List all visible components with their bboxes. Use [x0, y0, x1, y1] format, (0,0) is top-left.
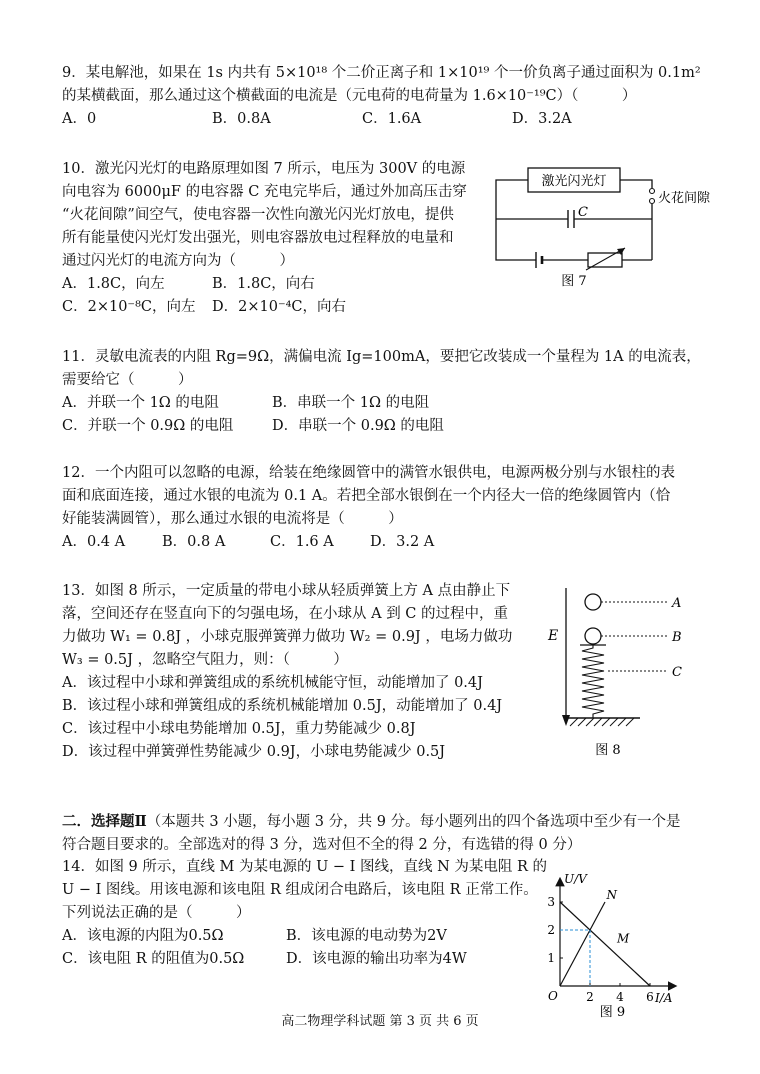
q14-stem-1: 14．如图 9 所示，直线 M 为某电源的 U − I 图线，直线 N 为某电阻 R 的 — [62, 859, 548, 875]
q9-option-b: B．0.8A — [212, 111, 271, 127]
spark-gap-label: 火花间隙 — [658, 191, 711, 206]
ball-at-a — [585, 594, 601, 610]
question-13 — [62, 580, 512, 764]
page-footer: 高二物理学科试题 第 3 页 共 6 页 — [281, 1014, 479, 1029]
q11-options-row2 — [62, 415, 701, 438]
q12-options — [62, 531, 675, 554]
x-tick-label-2: 2 — [586, 990, 594, 1004]
q10-stem-3: “火花间隙”间空气，使电容器一次性向激光闪光灯放电，提供 — [62, 207, 454, 223]
q12-option-c: C．1.6 A — [270, 534, 334, 550]
question-9 — [62, 62, 701, 131]
q11-options-row1 — [62, 392, 701, 415]
y-tick-label-2: 2 — [547, 923, 555, 937]
q9-option-c: C．1.6A — [362, 111, 422, 127]
series-n-line — [560, 902, 605, 986]
q11-option-b: B．串联一个 1Ω 的电阻 — [272, 395, 430, 411]
q14-option-a: A．该电源的内阻为0.5Ω — [62, 928, 224, 944]
q9-stem-1: 9．某电解池，如果在 1s 内共有 5×10¹⁸ 个二价正离子和 1×10¹⁹ 个一价负离子通过面积为 0.1m² — [62, 65, 701, 81]
figure-8-caption: 图 8 — [595, 743, 621, 758]
q13-stem-2: 落，空间还存在竖直向下的匀强电场，在小球从 A 到 C 的过程中，重 — [62, 606, 508, 622]
q12-stem-2: 面和底面连接，通过水银的电流为 0.1 A。若把全部水银倒在一个内径大一倍的绝缘圆管内（恰 — [62, 488, 671, 504]
q13-stem-3: 力做功 W₁ = 0.8J ，小球克服弹簧弹力做功 W₂ = 0.9J ，电场力做功 — [62, 629, 513, 645]
x-axis-label: I/A — [655, 991, 673, 1005]
q10-option-b: B．1.8C，向右 — [212, 276, 315, 292]
series-n-label: N — [606, 888, 617, 903]
q12-option-a: A．0.4 A — [62, 534, 126, 550]
q10-option-d: D．2×10⁻⁴C，向右 — [212, 299, 347, 315]
q10-option-a: A．1.8C，向左 — [62, 276, 165, 292]
q10-stem-5: 通过闪光灯的电流方向为（ ） — [62, 253, 294, 269]
q12-option-d: D．3.2 A — [370, 534, 435, 550]
point-label-a: A — [672, 596, 682, 611]
q13-option-c: C．该过程中小球电势能增加 0.5J，重力势能减少 0.8J — [62, 721, 416, 737]
y-axis-label: U/V — [564, 872, 587, 887]
section-2-line-1 — [62, 810, 681, 834]
series-m-line — [560, 902, 650, 986]
q10-stem-4: 所有能量使闪光灯发出强光，则电容器放电过程释放的电量和 — [62, 230, 454, 246]
q11-option-d: D．串联一个 0.9Ω 的电阻 — [272, 418, 444, 434]
q9-option-a: A．0 — [62, 111, 97, 127]
q12-option-b: B．0.8 A — [162, 534, 226, 550]
q14-option-c: C．该电阻 R 的阻值为0.5Ω — [62, 951, 245, 967]
q12-stem-3: 好能装满圆管），那么通过水银的电流将是（ ） — [62, 511, 403, 527]
q9-option-d: D．3.2A — [512, 111, 572, 127]
x-tick-label-4: 4 — [616, 990, 624, 1004]
point-label-c: C — [672, 665, 682, 680]
question-10 — [62, 158, 492, 319]
figure-9-caption: 图 9 — [599, 1005, 626, 1020]
q14-options-row2 — [62, 948, 547, 971]
q14-options-row1 — [62, 925, 547, 948]
origin-label: O — [548, 989, 558, 1003]
section-2-title: 二．选择题Ⅱ — [62, 813, 147, 830]
q10-options-row2 — [62, 296, 492, 319]
section-2-desc-2: 符合题目要求的。全部选对的得 3 分，选对但不全的得 2 分，有选错的得 0 分） — [62, 837, 582, 853]
q10-stem-1: 10．激光闪光灯的电路原理如图 7 所示，电压为 300V 的电源 — [62, 161, 466, 177]
q14-stem-2: U − I 图线。用该电源和该电阻 R 组成闭合电路后，该电阻 R 正常工作。 — [62, 882, 538, 898]
figure-9-chart — [538, 836, 708, 1020]
q11-option-c: C．并联一个 0.9Ω 的电阻 — [62, 418, 234, 434]
x-tick-label-6: 6 — [646, 990, 654, 1004]
q10-options-row1 — [62, 273, 492, 296]
ball-at-b — [585, 628, 601, 644]
q9-stem-2: 的某横截面，那么通过这个横截面的电流是（元电荷的电荷量为 1.6×10⁻¹⁹C）（ ） — [62, 88, 637, 104]
q13-option-d: D．该过程中弹簧弹性势能减少 0.9J，小球电势能减少 0.5J — [62, 744, 446, 760]
y-tick-label-1: 1 — [547, 951, 555, 965]
question-12 — [62, 462, 675, 554]
q13-option-b: B．该过程小球和弹簧组成的系统机械能增加 0.5J，动能增加了 0.4J — [62, 698, 503, 714]
flash-lamp-label: 激光闪光灯 — [541, 174, 607, 189]
figure-8-spring — [540, 582, 700, 762]
q9-options — [62, 108, 701, 131]
section-2-desc-1: （本题共 3 小题，每小题 3 分，共 9 分。每小题列出的四个备选项中至少有一个是 — [146, 814, 681, 830]
field-label-e: E — [548, 628, 559, 644]
q10-stem-2: 向电容为 6000μF 的电容器 C 充电完毕后，通过外加高压击穿 — [62, 184, 467, 200]
q13-stem-1: 13．如图 8 所示，一定质量的带电小球从轻质弹簧上方 A 点由静止下 — [62, 583, 511, 599]
q12-stem-1: 12．一个内阻可以忽略的电源，给装在绝缘圆管中的满管水银供电，电源两极分别与水银柱的表 — [62, 465, 675, 481]
q14-option-b: B．该电源的电动势为2V — [286, 928, 447, 944]
capacitor-label: C — [578, 205, 588, 220]
q11-stem-2: 需要给它（ ） — [62, 372, 193, 388]
q13-option-a: A．该过程中小球和弹簧组成的系统机械能守恒，动能增加了 0.4J — [62, 675, 483, 691]
q11-option-a: A．并联一个 1Ω 的电阻 — [62, 395, 219, 411]
figure-7-caption: 图 7 — [561, 274, 587, 289]
question-11 — [62, 346, 701, 438]
question-14 — [62, 856, 547, 971]
y-tick-label-3: 3 — [547, 895, 555, 909]
series-m-label: M — [617, 931, 630, 946]
q11-stem-1: 11．灵敏电流表的内阻 Rg=9Ω，满偏电流 Ig=100mA，要把它改装成一个量程为 1A 的电流表， — [62, 349, 701, 365]
rheostat — [588, 253, 622, 267]
point-label-b: B — [672, 630, 682, 645]
q14-option-d: D．该电源的输出功率为4W — [286, 951, 467, 967]
figure-7-circuit — [486, 160, 726, 295]
q14-stem-3: 下列说法正确的是（ ） — [62, 905, 251, 921]
q10-option-c: C．2×10⁻⁸C，向左 — [62, 299, 196, 315]
spring — [582, 645, 604, 718]
q13-stem-4: W₃ = 0.5J ，忽略空气阻力，则：（ ） — [62, 652, 348, 668]
